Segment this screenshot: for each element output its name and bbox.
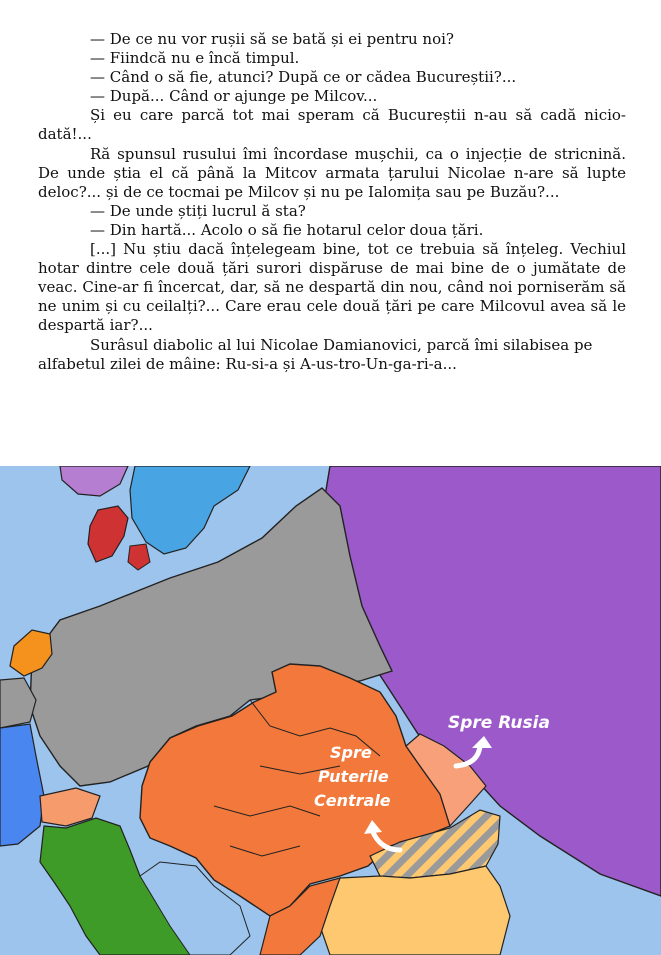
paragraph: — După... Când or ajunge pe Milcov... xyxy=(90,87,378,106)
label-central-line2: Puterile xyxy=(318,767,389,786)
label-central-line3: Centrale xyxy=(314,791,391,810)
paragraph: — De unde știți lucrul ă sta? xyxy=(90,201,306,220)
paragraph: — Fiindcă nu e încă timpul. xyxy=(90,49,300,68)
paragraph: Surâsul diabolic al lui Nicolae Damianovici, parcă îmi silabisea pe alfabetul zilei de mâine: Ru-si-a și A-us-tro-Un-ga-ri-a... xyxy=(38,335,593,373)
paragraph: Ră spunsul rusului îmi încordase mușchii, ca o injecție de stricnină. De unde știa el că până la Mitcov armata țarului Nicolae n-are să lupte deloc?... și de ce tocmai pe Milcov și nu pe Ialomița sau pe Buzău?... xyxy=(38,144,626,201)
bulgaria-region xyxy=(320,866,510,955)
paragraph: Și eu care parcă tot mai speram că Bucureștii n-au să cadă nicio-dată!... xyxy=(38,106,626,144)
paragraph: — Când o să fie, atunci? După ce or cădea Bucureștii?... xyxy=(90,68,517,87)
label-central-line1: Spre xyxy=(330,743,372,762)
paragraph: [...] Nu știu dacă înțelegeam bine, tot ce trebuia să înțeleg. Vechiul hotar dintre cele două țări surori dispăruse de mai bine de o jumătate de veac. Cine-ar fi încercat, dar, să ne despartă din nou, când noi porniserăm să ne unim și cu ceilalți?... Care erau cele două țări pe care Milcovul avea să le despartă iar?... xyxy=(38,240,626,335)
paragraph: — Din hartă... Acolo o să fie hotarul celor doua țări. xyxy=(90,220,484,239)
text-block xyxy=(38,30,626,374)
label-russia: Spre Rusia xyxy=(448,713,550,733)
paragraph: — De ce nu vor rușii să se bată și ei pentru noi? xyxy=(90,30,454,48)
europe-map xyxy=(0,466,661,955)
